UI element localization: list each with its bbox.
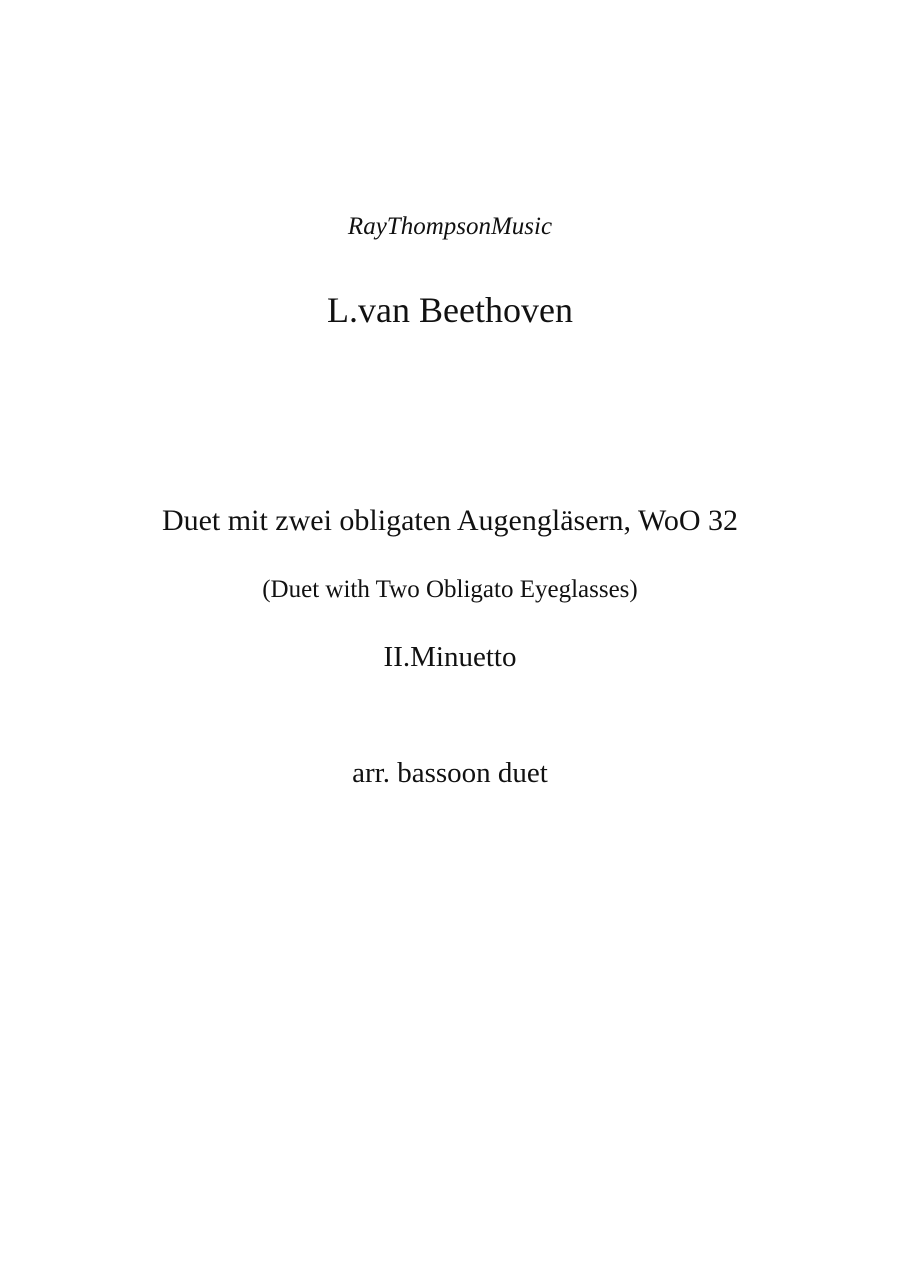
arrangement-label: arr. bassoon duet <box>352 757 548 789</box>
composer-name: L.van Beethoven <box>327 290 573 330</box>
movement-title: II.Minuetto <box>383 641 517 673</box>
work-title: Duet mit zwei obligaten Augengläsern, WoO 32 <box>161 504 739 537</box>
publisher-name: RayThompsonMusic <box>347 213 553 240</box>
work-subtitle: (Duet with Two Obligato Eyeglasses) <box>262 576 638 603</box>
